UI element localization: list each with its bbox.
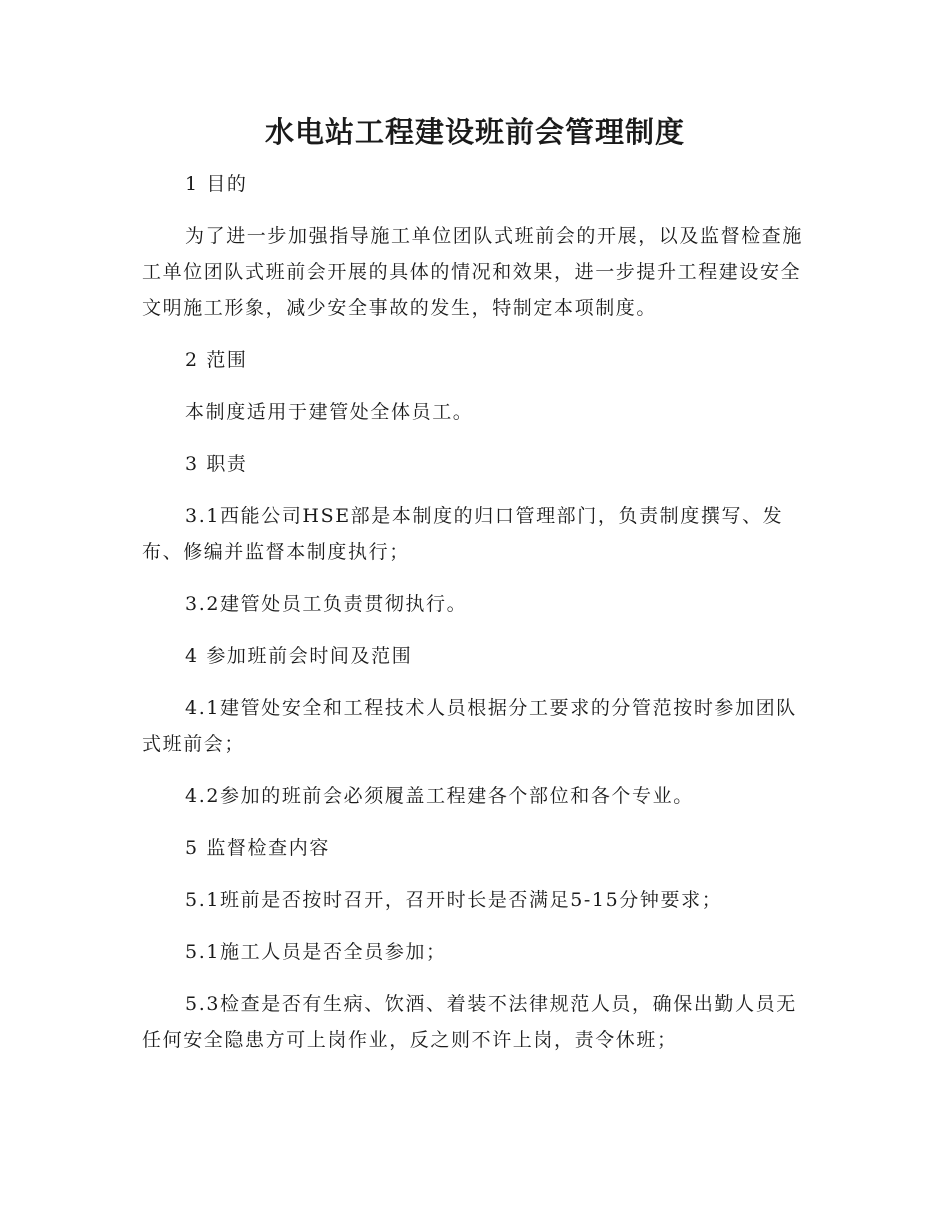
- section-heading-scope: 2 范围: [185, 349, 248, 371]
- paragraph-responsibility-3-1: 3.1西能公司HSE部是本制度的归口管理部门，负责制度撰写、发布、修编并监督本制度执行；: [142, 505, 784, 563]
- paragraph-inspection-5-1b: 5.1施工人员是否全员参加；: [185, 941, 447, 963]
- section-heading-inspection: 5 监督检查内容: [185, 837, 330, 859]
- document-title: 水电站工程建设班前会管理制度: [264, 115, 685, 149]
- paragraph-purpose: 为了进一步加强指导施工单位团队式班前会的开展，以及监督检查施工单位团队式班前会开展的具体的情况和效果，进一步提升工程建设安全文明施工形象，减少安全事故的发生，特制定本项制度。: [142, 225, 804, 319]
- paragraph-inspection-5-1a: 5.1班前是否按时召开，召开时长是否满足5-15分钟要求；: [185, 889, 723, 911]
- paragraph-attendance-4-1: 4.1建管处安全和工程技术人员根据分工要求的分管范按时参加团队式班前会；: [142, 697, 797, 755]
- paragraph-scope: 本制度适用于建管处全体员工。: [185, 401, 474, 423]
- section-heading-purpose: 1 目的: [185, 173, 248, 195]
- document-body: [142, 166, 810, 1058]
- paragraph-inspection-5-3: 5.3检查是否有生病、饮酒、着装不法律规范人员，确保出勤人员无任何安全隐患方可上岗作业，反之则不许上岗，责令休班；: [142, 993, 797, 1051]
- paragraph-responsibility-3-2: 3.2建管处员工负责贯彻执行。: [185, 593, 468, 615]
- section-heading-responsibilities: 3 职责: [185, 453, 248, 475]
- paragraph-attendance-4-2: 4.2参加的班前会必须履盖工程建各个部位和各个专业。: [185, 785, 694, 807]
- section-heading-attendance: 4 参加班前会时间及范围: [185, 645, 413, 667]
